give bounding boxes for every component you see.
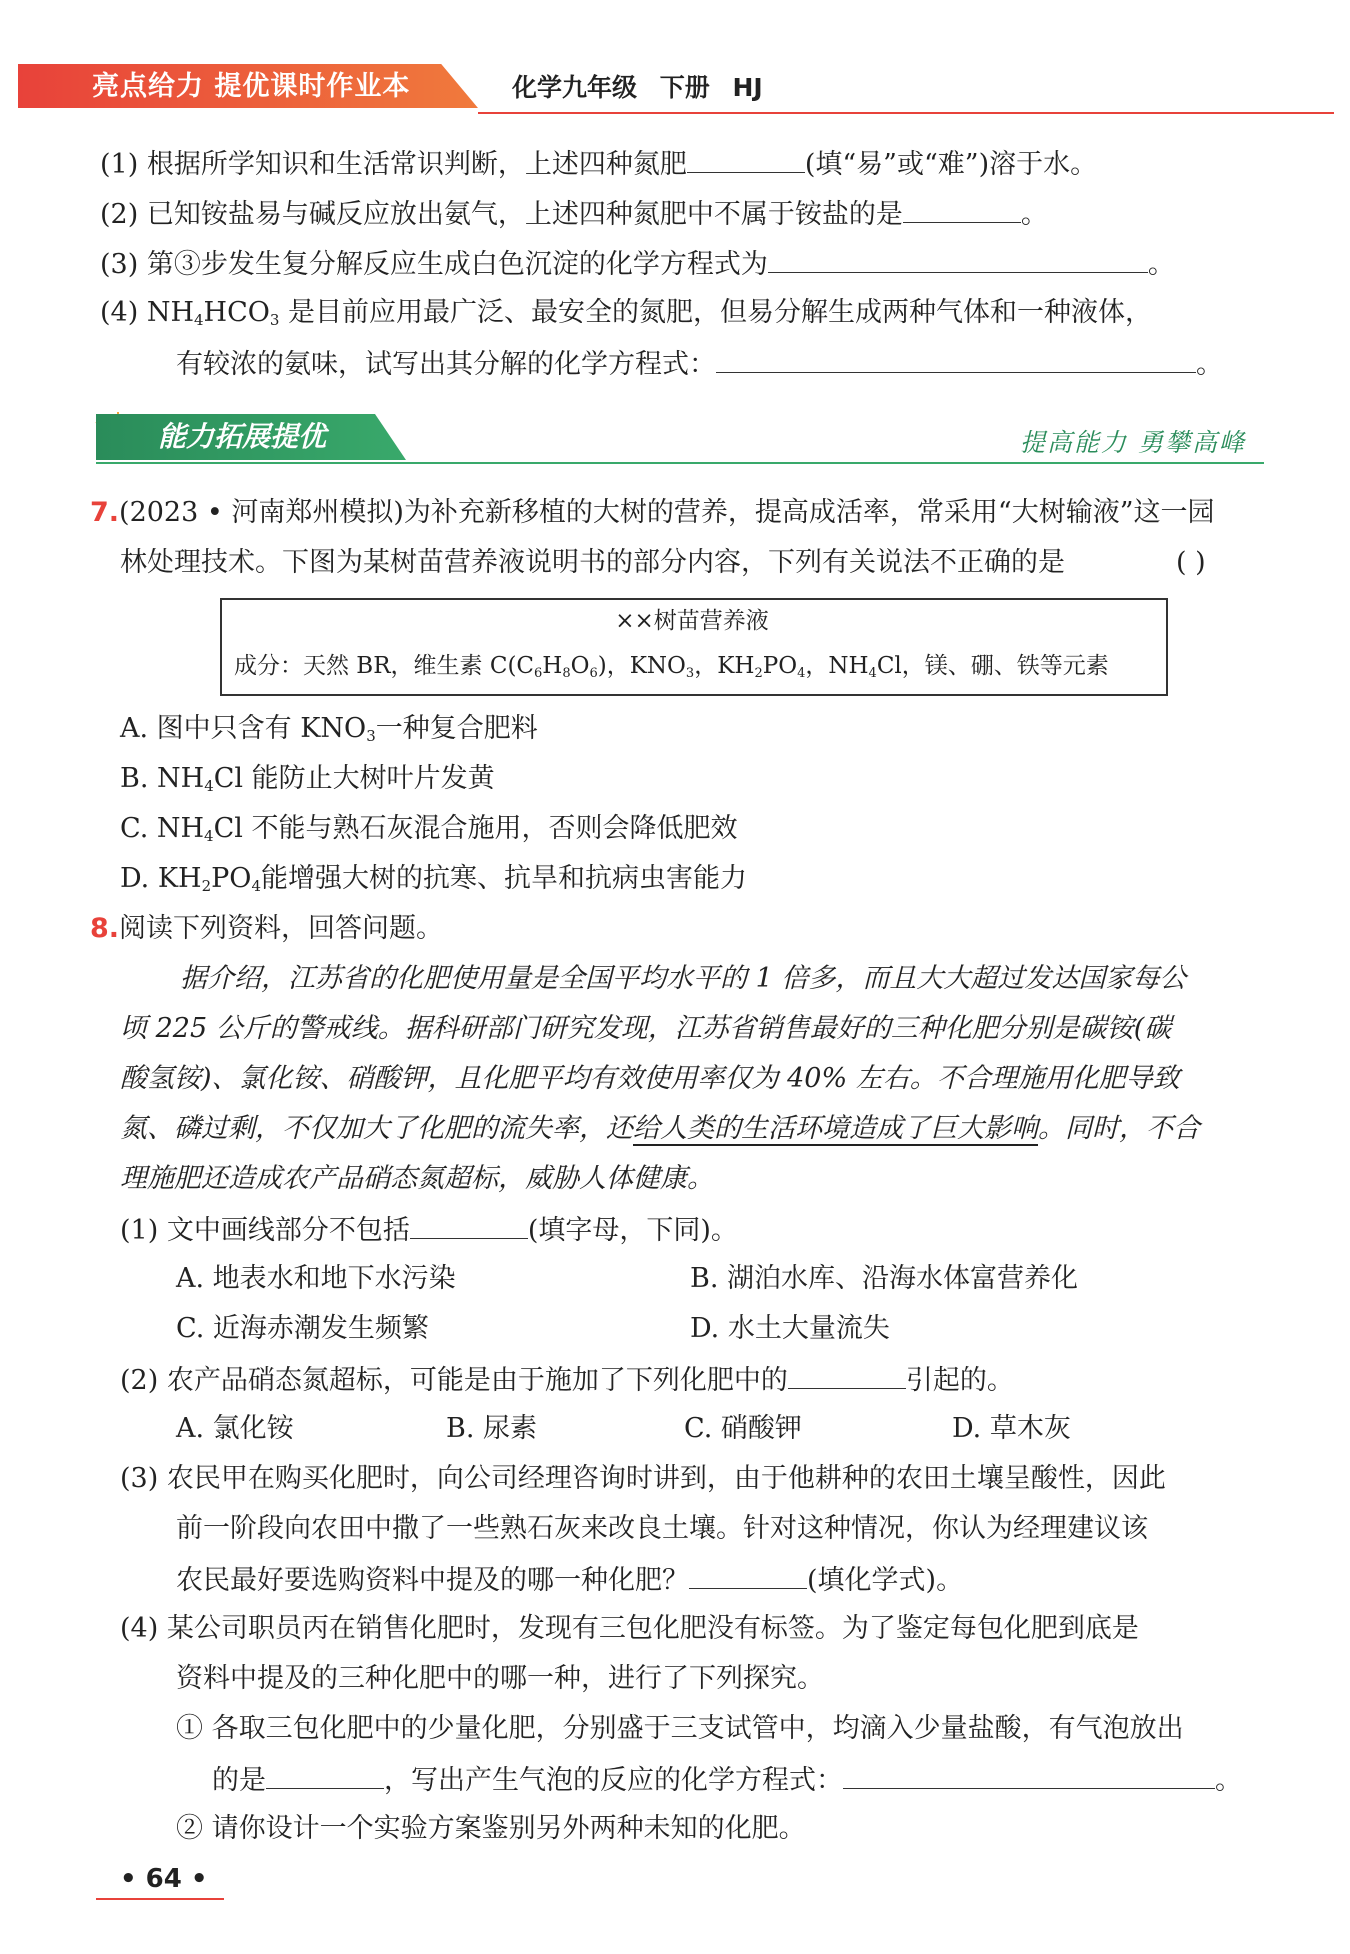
brand-title: 亮点给力 提优课时作业本 [92,71,411,102]
q8-sub4-step1: ① 各取三包化肥中的少量化肥，分别盛于三支试管中，均滴入少量盐酸，有气泡放出 [176,1713,1184,1744]
q6-part1: (1) 根据所学知识和生活常识判断，上述四种氮肥 (填“易”或“难”)溶于水。 [100,146,1097,182]
q8-sub2-option-a[interactable]: A. 氯化铵 [176,1413,294,1444]
nutrient-label-ingredients: 成分：天然 BR，维生素 $C(C_6H_8O_6)$，$KNO_3$，$KH_2PO_4$，$NH_4Cl$，镁、硼、铁等元素 [234,653,1109,681]
passage-line: 酸氢铵)、氯化铵、硝酸钾，且化肥平均有效使用率仅为 40% 左右。不合理施用化肥导致 [120,1063,1180,1094]
section-slogan: 提高能力 勇攀高峰 [1020,428,1246,457]
q8-sub2-option-b[interactable]: B. 尿素 [446,1413,538,1444]
nutrient-label-title: ××树苗营养液 [615,608,769,634]
answer-blank[interactable] [788,1362,906,1389]
q7-option-d[interactable]: D. $KH_2PO_4$能增强大树的抗寒、抗旱和抗病虫害能力 [120,863,747,895]
book-info [512,72,763,104]
q6-part4-cont: 有较浓的氨味，试写出其分解的化学方程式： 。 [176,346,1223,382]
answer-blank[interactable] [716,346,1196,373]
answer-blank[interactable] [768,246,1148,273]
q8-sub4-step1-cont: 的是 ，写出产生气泡的反应的化学方程式： 。 [212,1762,1242,1798]
q8-sub1-option-a[interactable]: A. 地表水和地下水污染 [176,1263,456,1294]
q7-option-c[interactable]: C. $NH_4Cl$ 不能与熟石灰混合施用，否则会降低肥效 [120,813,738,845]
q6-part4: (4) $NH_4HCO_3$ 是目前应用最广泛、最安全的氮肥，但易分解生成两种气体和一种液体， [100,297,1153,329]
answer-blank[interactable] [410,1212,528,1239]
q8-sub2: (2) 农产品硝态氮超标，可能是由于施加了下列化肥中的 引起的。 [120,1362,1014,1398]
section-title: 能力拓展提优 [158,420,327,453]
q8-sub2-option-d[interactable]: D. 草木灰 [952,1413,1071,1444]
subject: 化学九年级 [512,73,638,102]
passage-line: 氮、磷过剩，不仅加大了化肥的流失率，还给人类的生活环境造成了巨大影响。同时，不合 [120,1113,1200,1144]
q8-sub4-step2: ② 请你设计一个实验方案鉴别另外两种未知的化肥。 [176,1813,806,1844]
answer-paren[interactable]: ( ) [1176,547,1206,578]
term: 下册 [659,73,710,102]
q8-sub1-option-c[interactable]: C. 近海赤潮发生频繁 [176,1313,429,1344]
q7-option-a[interactable]: A. 图中只含有 $KNO_3$一种复合肥料 [120,713,538,745]
section-rule [96,462,1264,464]
q6-part2: (2) 已知铵盐易与碱反应放出氨气，上述四种氮肥中不属于铵盐的是 。 [100,196,1048,232]
page-number-rule [96,1898,224,1900]
question-number: 7. [90,497,120,528]
answer-blank[interactable] [903,196,1021,223]
answer-blank[interactable] [689,1562,807,1589]
q8-stem: 8.阅读下列资料，回答问题。 [90,913,444,944]
q8-sub4-line2: 资料中提及的三种化肥中的哪一种，进行了下列探究。 [176,1663,824,1694]
q8-sub2-option-c[interactable]: C. 硝酸钾 [684,1413,802,1444]
q8-sub3-line1: (3) 农民甲在购买化肥时，向公司经理咨询时讲到，由于他耕种的农田土壤呈酸性，因此 [120,1463,1166,1494]
q8-sub1-option-b[interactable]: B. 湖泊水库、沿海水体富营养化 [690,1263,1079,1294]
q7-stem-line1: 7.(2023 • 河南郑州模拟)为补充新移植的大树的营养，提高成活率，常采用“大树输液”这一园 [90,497,1215,528]
q8-sub1-option-d[interactable]: D. 水土大量流失 [690,1313,890,1344]
q7-stem-line2: 林处理技术。下图为某树苗营养液说明书的部分内容，下列有关说法不正确的是 [120,547,1065,578]
passage-line: 理施肥还造成农产品硝态氮超标，威胁人体健康。 [120,1163,714,1194]
passage-line: 顷 225 公斤的警戒线。据科研部门研究发现，江苏省销售最好的三种化肥分别是碳铵(碳 [120,1013,1172,1044]
q6-part3: (3) 第③步发生复分解反应生成白色沉淀的化学方程式为 。 [100,246,1175,282]
q8-sub3-line3: 农民最好要选购资料中提及的哪一种化肥？ (填化学式)。 [176,1562,963,1598]
edition: HJ [732,73,763,102]
header-rule [478,112,1334,114]
q8-sub4-line1: (4) 某公司职员丙在销售化肥时，发现有三包化肥没有标签。为了鉴定每包化肥到底是 [120,1613,1139,1644]
passage-line: 据介绍，江苏省的化肥使用量是全国平均水平的 1 倍多，而且大大超过发达国家每公 [180,963,1187,994]
q8-sub3-line2: 前一阶段向农田中撒了一些熟石灰来改良土壤。针对这种情况，你认为经理建议该 [176,1513,1148,1544]
answer-blank[interactable] [843,1762,1215,1789]
underlined-phrase: 给人类的生活环境造成了巨大影响 [633,1113,1038,1144]
q8-sub1: (1) 文中画线部分不包括 (填字母，下同)。 [120,1212,738,1248]
question-number: 8. [90,913,120,944]
q7-option-b[interactable]: B. $NH_4Cl$ 能防止大树叶片发黄 [120,763,495,795]
answer-blank[interactable] [266,1762,384,1789]
page-number: • 64 • [120,1864,208,1894]
answer-blank[interactable] [687,146,805,173]
